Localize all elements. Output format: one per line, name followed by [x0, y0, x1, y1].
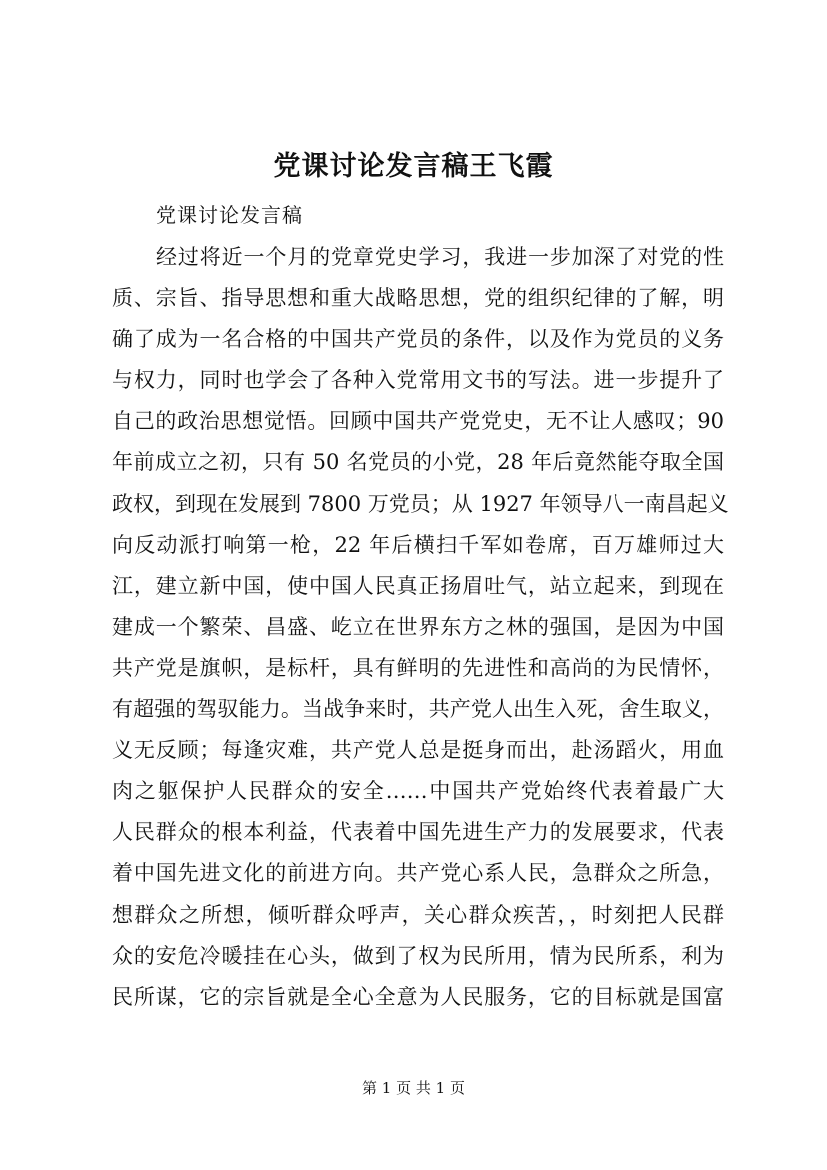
body-line: 江，建立新中国，使中国人民真正扬眉吐气，站立起来，到现在	[112, 573, 724, 598]
body-line: 肉之躯保护人民群众的安全……中国共产党始终代表着最广大	[112, 779, 724, 804]
body-line: 建成一个繁荣、昌盛、屹立在世界东方之林的强国，是因为中国	[112, 614, 724, 639]
body-line: 质、宗旨、指导思想和重大战略思想，党的组织纪律的了解，明	[112, 286, 724, 311]
body-line: 政权，到现在发展到 7800 万党员；从 1927 年领导八一南昌起义	[112, 491, 729, 516]
body-line: 人民群众的根本利益，代表着中国先进生产力的发展要求，代表	[112, 820, 724, 845]
body-line: 有超强的驾驭能力。当战争来时，共产党人出生入死，舍生取义，	[112, 697, 724, 722]
document-body	[112, 237, 729, 1018]
body-line: 自己的政治思想觉悟。回顾中国共产党党史，无不让人感叹；90	[112, 409, 724, 434]
body-line: 着中国先进文化的前进方向。共产党心系人民，急群众之所急，	[112, 861, 724, 886]
body-line: 向反动派打响第一枪，22 年后横扫千军如卷席，百万雄师过大	[112, 532, 724, 557]
body-line: 想群众之所想，倾听群众呼声，关心群众疾苦，，时刻把人民群	[112, 902, 724, 927]
body-line: 共产党是旗帜，是标杆，具有鲜明的先进性和高尚的为民情怀，	[112, 655, 724, 680]
document-subtitle: 党课讨论发言稿	[156, 203, 303, 227]
page-footer: 第 1 页 共 1 页	[362, 1079, 465, 1097]
body-line: 与权力，同时也学会了各种入党常用文书的写法。进一步提升了	[112, 368, 724, 393]
body-line: 众的安危冷暖挂在心头，做到了权为民所用，情为民所系，利为	[112, 943, 724, 968]
body-line: 确了成为一名合格的中国共产党员的条件，以及作为党员的义务	[112, 327, 724, 352]
body-line: 经过将近一个月的党章党史学习，我进一步加深了对党的性	[156, 245, 724, 269]
body-line: 义无反顾；每逢灾难，共产党人总是挺身而出，赴汤蹈火，用血	[112, 738, 724, 763]
body-line: 民所谋，它的宗旨就是全心全意为人民服务，它的目标就是国富	[112, 984, 724, 1009]
body-line: 年前成立之初，只有 50 名党员的小党，28 年后竟然能夺取全国	[112, 450, 724, 475]
document-title: 党课讨论发言稿王飞霞	[273, 151, 554, 182]
